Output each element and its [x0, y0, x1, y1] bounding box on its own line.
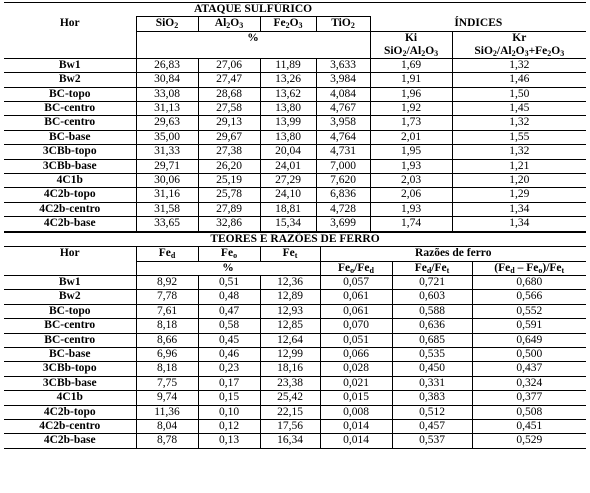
fed-cell: 11,36 — [136, 405, 198, 419]
sio2-cell: 31,33 — [136, 145, 198, 159]
fe2o3-cell: 13,62 — [260, 87, 316, 101]
kr-cell: 1,55 — [452, 130, 586, 144]
r3-cell: 0,591 — [472, 319, 586, 333]
ki-cell: 1,93 — [370, 202, 452, 216]
feo-cell: 0,58 — [198, 319, 260, 333]
fe2o3-cell: 11,89 — [260, 58, 316, 72]
fe2o3-cell: 24,01 — [260, 159, 316, 173]
r3-cell: 0,437 — [472, 362, 586, 376]
table2-row — [4, 376, 586, 390]
table1-row — [4, 174, 586, 188]
fed-cell: 7,78 — [136, 290, 198, 304]
fet-cell: 25,42 — [260, 391, 320, 405]
al2o3-cell: 25,78 — [198, 188, 260, 202]
fe2o3-cell: 13,80 — [260, 102, 316, 116]
ki-cell: 2,03 — [370, 174, 452, 188]
r1-cell: 0,061 — [320, 304, 392, 318]
sio2-cell: 29,71 — [136, 159, 198, 173]
r1-cell: 0,014 — [320, 434, 392, 448]
tio2-cell: 3,633 — [316, 58, 370, 72]
table1-row — [4, 73, 586, 87]
r3-cell: 0,529 — [472, 434, 586, 448]
feo-cell: 0,45 — [198, 333, 260, 347]
al2o3-cell: 29,67 — [198, 130, 260, 144]
table1-row — [4, 130, 586, 144]
tio2-cell: 4,764 — [316, 130, 370, 144]
table1-row — [4, 116, 586, 130]
horizon-cell: 4C2b-centro — [4, 419, 136, 433]
document — [4, 2, 586, 449]
r1-cell: 0,015 — [320, 391, 392, 405]
feo-cell: 0,23 — [198, 362, 260, 376]
table2-row — [4, 419, 586, 433]
feo-cell: 0,13 — [198, 434, 260, 448]
r1-cell: 0,051 — [320, 333, 392, 347]
ki-cell: 1,91 — [370, 73, 452, 87]
r3-cell: 0,451 — [472, 419, 586, 433]
horizon-cell: BC-topo — [4, 87, 136, 101]
sio2-cell: 33,08 — [136, 87, 198, 101]
table2-row — [4, 275, 586, 289]
table1-row — [4, 87, 586, 101]
header-al2o3: $Al_2O_3$ — [198, 17, 260, 31]
feo-cell: 0,17 — [198, 376, 260, 390]
fed-cell: 8,18 — [136, 362, 198, 376]
table1-row — [4, 58, 586, 72]
kr-cell: 1,32 — [452, 116, 586, 130]
tio2-cell: 3,984 — [316, 73, 370, 87]
r2-cell: 0,588 — [392, 304, 472, 318]
iron-ratios-table — [4, 232, 586, 449]
feo-cell: 0,12 — [198, 419, 260, 433]
feo-cell: 0,15 — [198, 391, 260, 405]
ki-cell: 1,96 — [370, 87, 452, 101]
tio2-cell: 4,084 — [316, 87, 370, 101]
sio2-cell: 30,84 — [136, 73, 198, 87]
r3-cell: 0,508 — [472, 405, 586, 419]
feo-cell: 0,51 — [198, 275, 260, 289]
fe2o3-cell: 15,34 — [260, 217, 316, 231]
horizon-cell: 4C1b — [4, 174, 136, 188]
fet-cell: 12,89 — [260, 290, 320, 304]
r2-cell: 0,331 — [392, 376, 472, 390]
r3-cell: 0,552 — [472, 304, 586, 318]
header-fe-d: $Fe_d$ — [136, 247, 198, 261]
al2o3-cell: 29,13 — [198, 116, 260, 130]
al2o3-cell: 27,38 — [198, 145, 260, 159]
fet-cell: 12,99 — [260, 347, 320, 361]
r3-cell: 0,680 — [472, 275, 586, 289]
horizon-cell: Bw2 — [4, 290, 136, 304]
horizon-cell: BC-centro — [4, 333, 136, 347]
horizon-cell: 4C2b-topo — [4, 188, 136, 202]
r1-cell: 0,066 — [320, 347, 392, 361]
ratios-header: Razões de ferro — [320, 247, 586, 261]
horizon-cell: Bw1 — [4, 58, 136, 72]
horizon-cell: 4C2b-base — [4, 434, 136, 448]
fet-cell: 17,56 — [260, 419, 320, 433]
al2o3-cell: 25,19 — [198, 174, 260, 188]
fed-cell: 8,04 — [136, 419, 198, 433]
horizon-cell: 3CBb-base — [4, 376, 136, 390]
fet-cell: 22,15 — [260, 405, 320, 419]
ki-cell: 1,92 — [370, 102, 452, 116]
ki-cell: 1,73 — [370, 116, 452, 130]
header-fe-t: $Fe_t$ — [260, 247, 320, 261]
al2o3-cell: 27,47 — [198, 73, 260, 87]
fed-cell: 6,96 — [136, 347, 198, 361]
horizon-cell: BC-centro — [4, 116, 136, 130]
kr-cell: 1,20 — [452, 174, 586, 188]
kr-cell: 1,46 — [452, 73, 586, 87]
horizon-cell: BC-topo — [4, 304, 136, 318]
r2-cell: 0,457 — [392, 419, 472, 433]
table2-row — [4, 362, 586, 376]
r3-cell: 0,566 — [472, 290, 586, 304]
r2-cell: 0,535 — [392, 347, 472, 361]
fe2o3-cell: 24,10 — [260, 188, 316, 202]
r3-cell: 0,324 — [472, 376, 586, 390]
table2-row — [4, 391, 586, 405]
table2-unit: % — [136, 261, 320, 275]
fet-cell: 16,34 — [260, 434, 320, 448]
sio2-cell: 31,13 — [136, 102, 198, 116]
table2-row — [4, 290, 586, 304]
fet-cell: 12,64 — [260, 333, 320, 347]
kr-cell: 1,45 — [452, 102, 586, 116]
fe2o3-cell: 27,29 — [260, 174, 316, 188]
tio2-cell: 6,836 — [316, 188, 370, 202]
kr-cell: 1,32 — [452, 58, 586, 72]
sio2-cell: 33,65 — [136, 217, 198, 231]
tio2-cell: 3,958 — [316, 116, 370, 130]
r2-cell: 0,383 — [392, 391, 472, 405]
ki-cell: 2,01 — [370, 130, 452, 144]
fet-cell: 12,36 — [260, 275, 320, 289]
table2-row — [4, 434, 586, 448]
r2-cell: 0,636 — [392, 319, 472, 333]
r2-cell: 0,512 — [392, 405, 472, 419]
table1-row — [4, 145, 586, 159]
r2-cell: 0,537 — [392, 434, 472, 448]
table2-row — [4, 304, 586, 318]
table1-row — [4, 188, 586, 202]
al2o3-cell: 27,58 — [198, 102, 260, 116]
header-fe-o: $Fe_o$ — [198, 247, 260, 261]
table2-hor-header: Hor — [59, 247, 80, 260]
ki-cell: 1,95 — [370, 145, 452, 159]
tio2-cell: 7,000 — [316, 159, 370, 173]
kr-cell: 1,29 — [452, 188, 586, 202]
al2o3-cell: 26,20 — [198, 159, 260, 173]
header-feo-fed: $Fe_o/Fe_d$ — [320, 261, 392, 275]
r2-cell: 0,450 — [392, 362, 472, 376]
fed-cell: 9,74 — [136, 391, 198, 405]
table1-row — [4, 102, 586, 116]
r1-cell: 0,070 — [320, 319, 392, 333]
horizon-cell: BC-base — [4, 130, 136, 144]
header-fe2o3: $Fe_2O_3$ — [260, 17, 316, 31]
table1-row — [4, 217, 586, 231]
tio2-cell: 3,699 — [316, 217, 370, 231]
al2o3-cell: 32,86 — [198, 217, 260, 231]
header-fed-fet: $Fe_d/Fe_t$ — [392, 261, 472, 275]
r1-cell: 0,008 — [320, 405, 392, 419]
horizon-cell: 4C1b — [4, 391, 136, 405]
table2-row — [4, 405, 586, 419]
r3-cell: 0,377 — [472, 391, 586, 405]
horizon-cell: 3CBb-topo — [4, 362, 136, 376]
r1-cell: 0,021 — [320, 376, 392, 390]
sio2-cell: 26,83 — [136, 58, 198, 72]
header-fed-minus-feo-fet: $(Fe_d - Fe_o)/Fe_t$ — [472, 261, 586, 275]
fed-cell: 7,75 — [136, 376, 198, 390]
tio2-cell: 4,728 — [316, 202, 370, 216]
fed-cell: 8,18 — [136, 319, 198, 333]
horizon-cell: BC-centro — [4, 102, 136, 116]
r2-cell: 0,603 — [392, 290, 472, 304]
ki-cell: 1,93 — [370, 159, 452, 173]
kr-cell: 1,50 — [452, 87, 586, 101]
kr-cell: 1,21 — [452, 159, 586, 173]
fe2o3-cell: 20,04 — [260, 145, 316, 159]
ki-cell: 1,69 — [370, 58, 452, 72]
tio2-cell: 4,731 — [316, 145, 370, 159]
sulfuric-attack-table — [4, 2, 586, 232]
ki-cell: 1,74 — [370, 217, 452, 231]
kr-cell: 1,32 — [452, 145, 586, 159]
ki-header: Ki $SiO_2/Al_2O_3$ — [370, 31, 452, 58]
horizon-cell: 4C2b-centro — [4, 202, 136, 216]
sio2-cell: 31,58 — [136, 202, 198, 216]
sio2-cell: 31,16 — [136, 188, 198, 202]
sio2-cell: 29,63 — [136, 116, 198, 130]
horizon-cell: BC-centro — [4, 319, 136, 333]
fed-cell: 7,61 — [136, 304, 198, 318]
r1-cell: 0,014 — [320, 419, 392, 433]
header-sio2: SiO$_2$ — [136, 17, 198, 31]
al2o3-cell: 27,89 — [198, 202, 260, 216]
fet-cell: 23,38 — [260, 376, 320, 390]
horizon-cell: 4C2b-topo — [4, 405, 136, 419]
tio2-cell: 7,620 — [316, 174, 370, 188]
fet-cell: 18,16 — [260, 362, 320, 376]
r2-cell: 0,685 — [392, 333, 472, 347]
r2-cell: 0,721 — [392, 275, 472, 289]
kr-cell: 1,34 — [452, 217, 586, 231]
table2-row — [4, 347, 586, 361]
table2-row — [4, 333, 586, 347]
al2o3-cell: 28,68 — [198, 87, 260, 101]
feo-cell: 0,46 — [198, 347, 260, 361]
fed-cell: 8,66 — [136, 333, 198, 347]
horizon-cell: 4C2b-base — [4, 217, 136, 231]
feo-cell: 0,47 — [198, 304, 260, 318]
fe2o3-cell: 13,99 — [260, 116, 316, 130]
table1-row — [4, 202, 586, 216]
fe2o3-cell: 13,80 — [260, 130, 316, 144]
table1-unit: % — [136, 31, 370, 58]
header-tio2: TiO$_2$ — [316, 17, 370, 31]
r1-cell: 0,057 — [320, 275, 392, 289]
r1-cell: 0,028 — [320, 362, 392, 376]
r1-cell: 0,061 — [320, 290, 392, 304]
tio2-cell: 4,767 — [316, 102, 370, 116]
horizon-cell: Bw1 — [4, 275, 136, 289]
kr-header: Kr $SiO_2/Al_2O_3+Fe_2O_3$ — [452, 31, 586, 58]
indices-header: ÍNDICES — [370, 17, 586, 31]
horizon-cell: Bw2 — [4, 73, 136, 87]
sio2-cell: 35,00 — [136, 130, 198, 144]
ki-cell: 2,06 — [370, 188, 452, 202]
fed-cell: 8,92 — [136, 275, 198, 289]
table2-title: TEORES E RAZÕES DE FERRO — [4, 232, 586, 246]
sio2-cell: 30,06 — [136, 174, 198, 188]
fet-cell: 12,85 — [260, 319, 320, 333]
feo-cell: 0,48 — [198, 290, 260, 304]
fe2o3-cell: 13,26 — [260, 73, 316, 87]
table1-title: ATAQUE SULFÚRICO — [136, 3, 370, 17]
fe2o3-cell: 18,81 — [260, 202, 316, 216]
table1-row — [4, 159, 586, 173]
horizon-cell: BC-base — [4, 347, 136, 361]
feo-cell: 0,10 — [198, 405, 260, 419]
fet-cell: 12,93 — [260, 304, 320, 318]
al2o3-cell: 27,06 — [198, 58, 260, 72]
table2-row — [4, 319, 586, 333]
fed-cell: 8,78 — [136, 434, 198, 448]
kr-cell: 1,34 — [452, 202, 586, 216]
r3-cell: 0,500 — [472, 347, 586, 361]
horizon-cell: 3CBb-base — [4, 159, 136, 173]
table1-hor-header: Hor — [59, 17, 80, 30]
r3-cell: 0,649 — [472, 333, 586, 347]
horizon-cell: 3CBb-topo — [4, 145, 136, 159]
